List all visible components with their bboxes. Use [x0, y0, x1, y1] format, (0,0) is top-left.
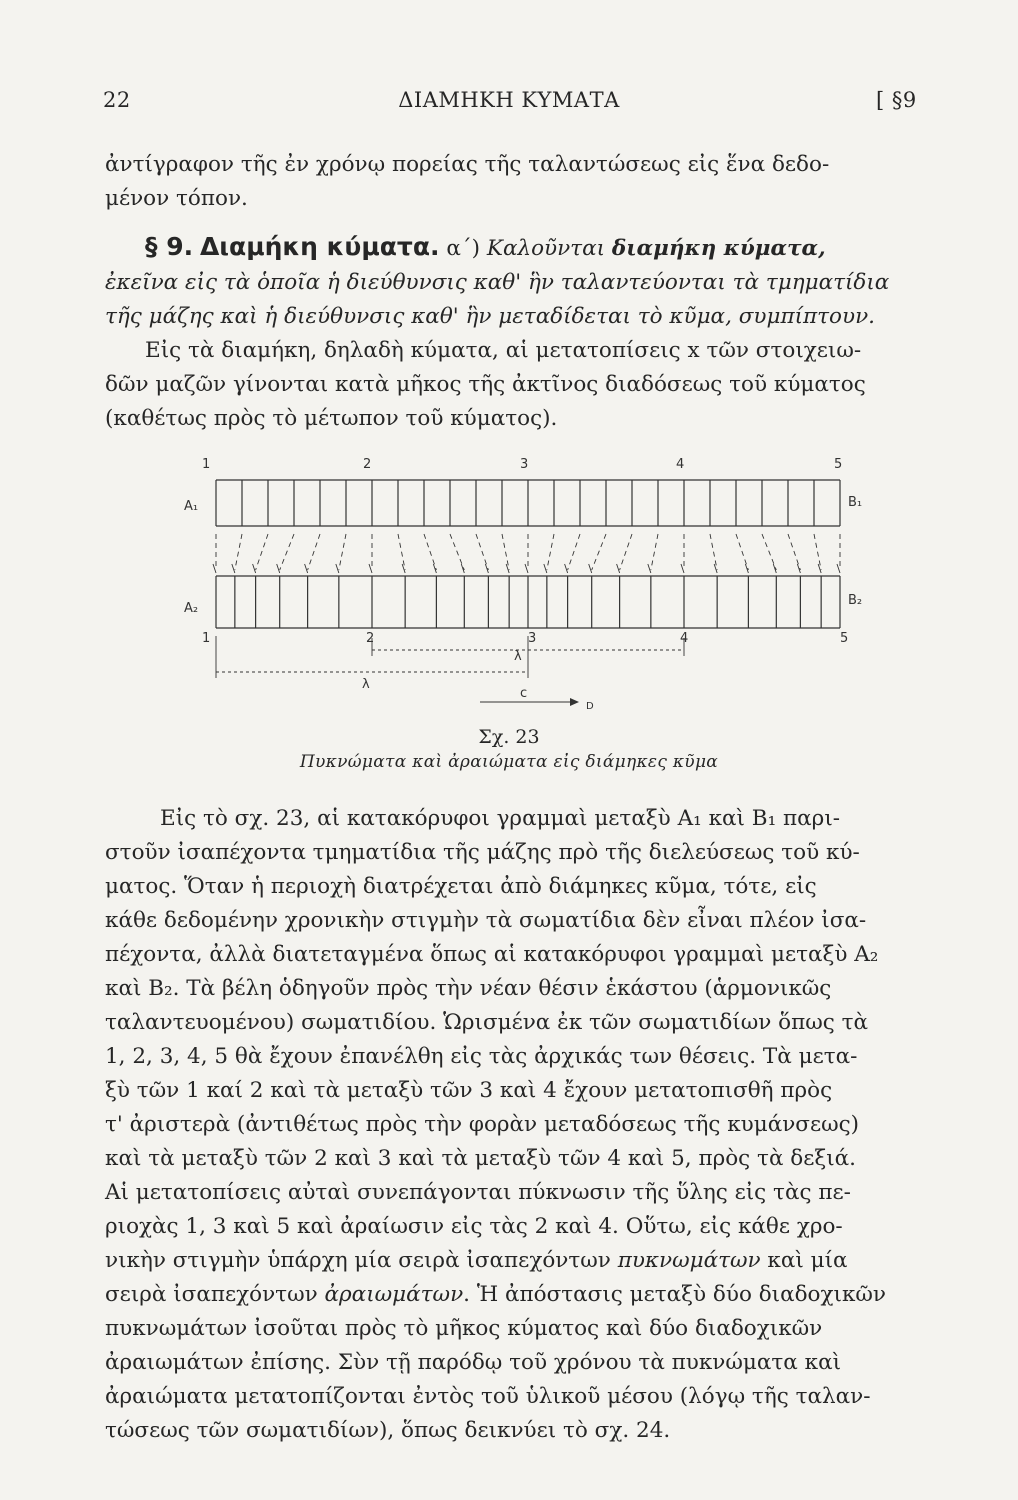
figure-number-top-3: 3 — [520, 457, 529, 472]
figure-label: Σχ. 23 — [478, 726, 540, 748]
text-line: στοῦν ἰσαπέχοντα τμηματίδια τῆς μάζης πρὸ τῆς διελεύσεως τοῦ κύ- — [105, 840, 860, 865]
text-fragment: σειρὰ ἰσαπεχόντων — [105, 1282, 325, 1307]
figure-23 — [180, 450, 863, 715]
displacement-arrow — [592, 534, 606, 570]
arrow-head — [336, 564, 339, 573]
arrow-head — [617, 564, 620, 573]
figure-number-bottom-5: 5 — [840, 631, 849, 646]
text-line: ἀραιώματα μετατοπίζονται ἐντὸς τοῦ ὑλικοῦ μέσου (λόγῳ τῆς ταλαν- — [105, 1384, 871, 1409]
propagation-direction-label: D — [586, 701, 594, 712]
intro-paragraph — [105, 148, 941, 216]
text-line: Αἱ μετατοπίσεις αὐταὶ συνεπάγονται πύκνωσιν τῆς ὕλης εἰς τὰς πε- — [105, 1180, 851, 1205]
label-A1: A₁ — [184, 499, 199, 514]
term-condensations: πυκνωμάτων — [617, 1248, 761, 1273]
text-fragment: καὶ μία — [760, 1248, 848, 1273]
text-line: Εἰς τὸ σχ. 23, αἱ κατακόρυφοι γραμμαὶ μεταξὺ A₁ καὶ B₁ παρι- — [160, 806, 841, 831]
arrow-head — [589, 564, 592, 573]
arrow-head — [232, 564, 235, 573]
text-fragment: νικὴν στιγμὴν ὑπάρχη μία σειρὰ ἰσαπεχόντων — [105, 1248, 618, 1273]
displacement-arrow — [568, 534, 580, 570]
body-paragraph — [105, 802, 941, 1448]
arrow-head — [277, 564, 280, 573]
figure-number-top-5: 5 — [834, 457, 843, 472]
running-title: ΔΙΑΜΗΚΗ ΚΥΜΑΤΑ — [398, 88, 620, 112]
figure-number-top-4: 4 — [676, 457, 685, 472]
displacement-arrow — [736, 534, 748, 570]
figure-number-top-1: 1 — [202, 457, 211, 472]
displacement-arrow — [620, 534, 632, 570]
label-B2: B₂ — [848, 593, 863, 608]
arrow-head — [818, 564, 821, 573]
section-reference: [ §9 — [876, 88, 917, 112]
arrow-head — [305, 564, 308, 573]
displacement-arrow — [339, 534, 346, 570]
displacement-arrow — [502, 534, 509, 570]
displacement-arrow — [398, 534, 405, 570]
text-line: ματος. Ὅταν ἡ περιοχὴ διατρέχεται ἀπὸ διάμηκες κῦμα, τότε, εἰς — [105, 874, 817, 899]
label-A2: A₂ — [184, 601, 199, 616]
arrow-head — [565, 564, 568, 573]
figure-number-bottom-2: 2 — [366, 631, 375, 646]
text-line: πυκνωμάτων ἰσοῦται πρὸς τὸ μῆκος κύματος καὶ δύο διαδοχικῶν — [105, 1316, 823, 1341]
displacement-arrow — [476, 534, 488, 570]
section-title: Διαμήκη κύματα. — [199, 232, 440, 261]
text-line — [105, 1244, 941, 1278]
displacement-arrow — [235, 534, 242, 570]
text-line: καὶ B₂. Τὰ βέλη ὁδηγοῦν πρὸς τὴν νέαν θέσιν ἑκάστου (ἁρμονικῶς — [105, 976, 832, 1001]
displacement-arrow — [424, 534, 436, 570]
text-fragment: . Ἡ ἀπόστασις μεταξὺ δύο διαδοχικῶν — [463, 1282, 886, 1307]
displacement-arrow — [788, 534, 800, 570]
arrow-head — [369, 564, 372, 573]
displacement-arrow — [651, 534, 658, 570]
label-B1: B₁ — [848, 495, 863, 510]
arrow-head — [648, 564, 651, 573]
lambda-upper-label: λ — [514, 649, 522, 664]
figure-number-top-2: 2 — [363, 457, 372, 472]
text-line: ἀραιωμάτων ἐπίσης. Σὺν τῇ παρόδῳ τοῦ χρόνου τὰ πυκνώματα καὶ — [105, 1350, 842, 1375]
text-line: ἀντίγραφον τῆς ἐν χρόνῳ πορείας τῆς ταλαντώσεως εἰς ἕνα δεδο- — [105, 152, 830, 177]
arrow-head — [402, 564, 405, 573]
definition-line: τῆς μάζης καὶ ἡ διεύθυνσις καθ' ἣν μεταδίδεται τὸ κῦμα, συμπίπτουν. — [105, 304, 875, 329]
displacement-arrow — [762, 534, 776, 570]
text-line — [105, 1278, 941, 1312]
figure-number-bottom-1: 1 — [202, 631, 211, 646]
figure-number-bottom-4: 4 — [680, 631, 689, 646]
text-line: δῶν μαζῶν γίνονται κατὰ μῆκος τῆς ἀκτῖνος διαδόσεως τοῦ κύματος — [105, 372, 866, 397]
term-rarefactions: ἀραιωμάτων — [324, 1282, 464, 1307]
section-9 — [105, 230, 941, 436]
lambda-lower-label: λ — [362, 677, 370, 692]
text-line: 1, 2, 3, 4, 5 θὰ ἔχουν ἐπανέλθη εἰς τὰς ἀρχικάς των θέσεις. Τὰ μετα- — [105, 1044, 858, 1069]
definition-lead: Καλοῦνται — [486, 236, 606, 261]
displacement-arrow — [280, 534, 294, 570]
propagation-arrow-head — [570, 698, 579, 706]
displacement-arrow — [814, 534, 821, 570]
arrow-head — [253, 564, 256, 573]
text-line: κάθε δεδομένην χρονικὴν στιγμὴν τὰ σωματίδια δὲν εἶναι πλέον ἰσα- — [105, 908, 867, 933]
section-number: § 9. — [145, 232, 194, 261]
page-number: 22 — [103, 88, 131, 112]
text-line: Εἰς τὰ διαμήκη, δηλαδὴ κύματα, αἱ μετατοπίσεις x τῶν στοιχειω- — [145, 338, 862, 363]
wave-speed-label: c — [520, 686, 528, 701]
text-line: ταλαντευομένου) σωματιδίου. Ὡρισμένα ἐκ τῶν σωματιδίων ὅπως τὰ — [105, 1010, 869, 1035]
displacement-arrow — [256, 534, 268, 570]
figure-number-bottom-3: 3 — [528, 631, 537, 646]
displacement-arrow — [710, 534, 717, 570]
definition-line: ἐκεῖνα εἰς τὰ ὁποῖα ἡ διεύθυνσις καθ' ἣν ταλαντεύονται τὰ τμηματίδια — [105, 270, 890, 295]
text-line: καὶ τὰ μεταξὺ τῶν 2 καὶ 3 καὶ τὰ μεταξὺ τῶν 4 καὶ 5, πρὸς τὰ δεξιά. — [105, 1146, 857, 1171]
section-heading-line — [105, 230, 941, 266]
arrow-head — [714, 564, 717, 573]
text-line: ριοχὰς 1, 3 καὶ 5 καὶ ἀραίωσιν εἰς τὰς 2 καὶ 4. Οὕτω, εἰς κάθε χρο- — [105, 1214, 843, 1239]
text-line: τ' ἀριστερὰ (ἀντιθέτως πρὸς τὴν φορὰν μεταδόσεως τῆς κυμάνσεως) — [105, 1112, 860, 1137]
displacement-arrow — [450, 534, 464, 570]
text-line: μένον τόπον. — [105, 186, 248, 211]
text-line: (καθέτως πρὸς τὸ μέτωπον τοῦ κύματος). — [105, 406, 558, 431]
arrow-head — [506, 564, 509, 573]
figure-caption: Πυκνώματα καὶ ἀραιώματα εἰς διάμηκες κῦμα — [299, 752, 719, 772]
item-marker: α΄) — [446, 236, 481, 261]
text-line: ξὺ τῶν 1 καί 2 καὶ τὰ μεταξὺ τῶν 3 καὶ 4 ἔχουν μετατοπισθῆ πρὸς — [105, 1078, 833, 1103]
text-line: τώσεως τῶν σωματιδίων), ὅπως δεικνύει τὸ σχ. 24. — [105, 1418, 671, 1443]
text-line: πέχοντα, ἀλλὰ διατεταγμένα ὅπως αἱ κατακόρυφοι γραμμαὶ μεταξὺ A₂ — [105, 942, 879, 967]
arrow-head — [544, 564, 547, 573]
displacement-arrow — [547, 534, 554, 570]
definition-term: διαμήκη κύματα, — [611, 236, 826, 261]
displacement-arrow — [308, 534, 320, 570]
